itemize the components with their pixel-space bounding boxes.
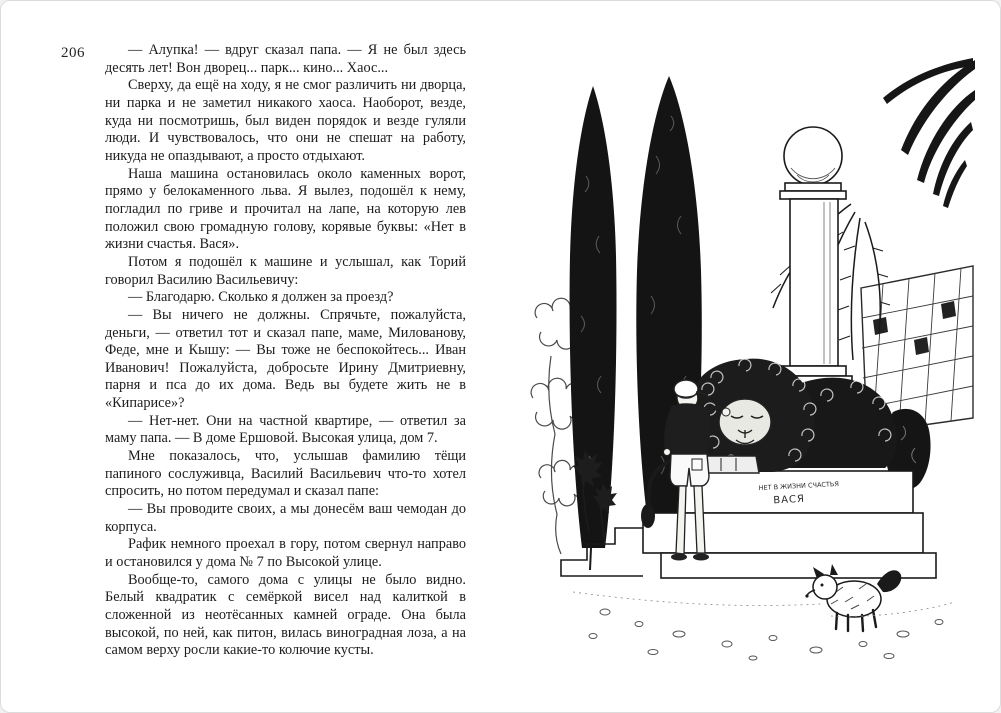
sphere	[784, 127, 842, 185]
paragraph: Вообще-то, самого дома с улицы не было видно. Белый квадратик с семёркой висел над калиткой в сложенной из неотёсанных камней ограде. Она была высокой, по ней, как питон, вилась виноградная лоза, а на самом верху росли какие-то колючие кусты.	[105, 571, 466, 659]
inscription-line-1: НЕТ В ЖИЗНИ СЧАСТЬЯ	[758, 479, 840, 493]
paragraph: — Благодарю. Сколько я должен за проезд?	[128, 289, 394, 306]
paragraph: Рафик немного проехал в гору, потом свернул направо и остановился у дома № 7 по Высокой улице.	[105, 536, 466, 571]
paragraph: — Нет-нет. Они на частной квартире, — ответил за маму папа. — В доме Ершовой. Высокая улица, дом 7.	[105, 412, 466, 447]
paragraph: — Вы ничего не должны. Спрячьте, пожалуйста, деньги, — ответил тот и сказал папе, маме, Милованову, Феде, мне и Кышу: — Вы тоже не беспокойтесь... Иван Иванович! Пожалуйста, добросьте Ирину Дмитриевну, парня и пса до их дома. Ведь вы будете жить не в «Кипарисе»?	[105, 306, 466, 412]
paragraph: Сверху, да ещё на ходу, я не смог различить ни дворца, ни парка и не заметил никакого хаоса. Наоборот, везде, куда ни посмотришь, был виден порядок и везде гуляли люди. И чувствовалось, что они не спешат на работу, никуда не опаздывают, а просто отдыхают.	[105, 77, 466, 164]
inscription-line-2: ВАСЯ	[773, 493, 806, 507]
monument-pedestal	[561, 471, 936, 578]
paragraph: — Алупка! — вдруг сказал папа. — Я не был здесь десять лет! Вон дворец... парк... кино... Хаос...	[105, 42, 466, 76]
paragraph: — Вы проводите своих, а мы донесём ваш чемодан до корпуса.	[105, 501, 466, 535]
paragraph: Мне показалось, что, услышав фамилию тёщи папиного сослуживца, Василий Васильевич что-то хотел спросить, но потом передумал и сказал папе:	[105, 448, 466, 500]
illustration-lion-monument	[521, 56, 976, 696]
column-monument	[776, 127, 852, 388]
corner-foliage	[883, 58, 975, 208]
paragraph: Потом я подошёл к машине и услышал, как Торий говорил Василию Васильевичу:	[105, 253, 466, 288]
page-number: 206	[61, 45, 85, 61]
text-column	[105, 42, 466, 660]
ground-pebbles	[573, 592, 955, 660]
paragraph: Наша машина остановилась около каменных ворот, прямо у белокаменного льва. Я вылез, подошёл к нему, погладил по гриве и прочитал на лапе, на которую лев положил свою громадную голову, корявые буквы: «Нет в жизни счастья. Вася».	[105, 165, 466, 253]
